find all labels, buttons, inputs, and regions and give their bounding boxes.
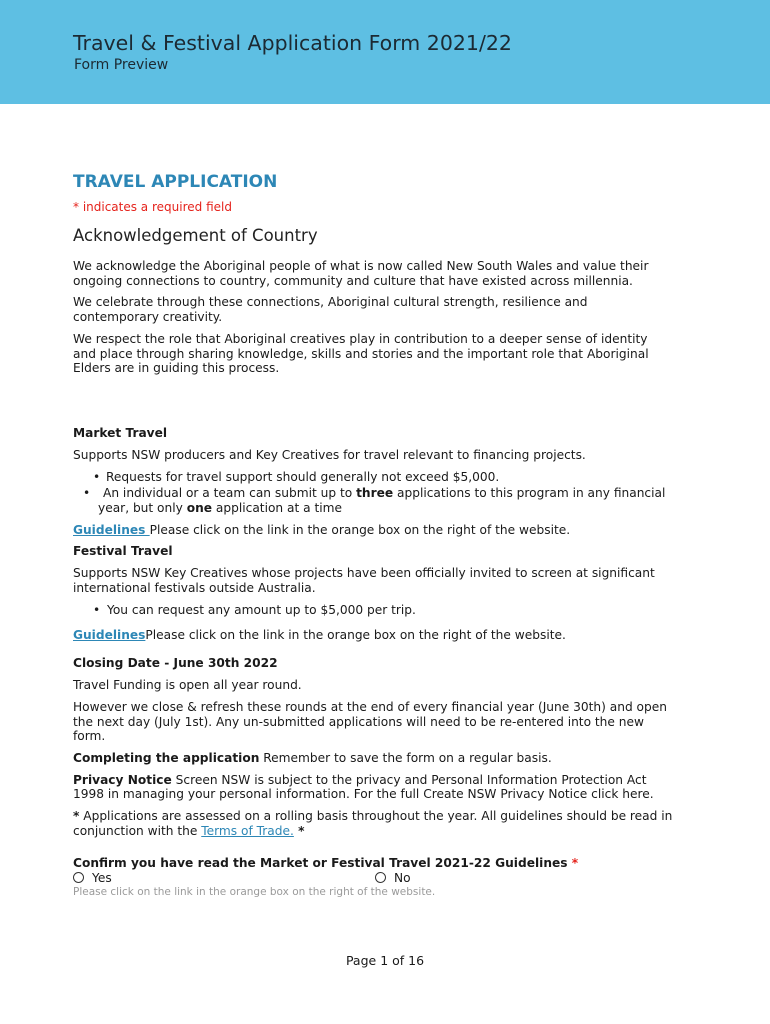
form-content — [73, 170, 673, 899]
bullet-icon: • — [93, 602, 101, 617]
ack-paragraph-1: We acknowledge the Aboriginal people of what is now called New South Wales and value their ongoing connections to country, community and culture that have existed across millennia. — [73, 259, 649, 288]
section-title: TRAVEL APPLICATION — [73, 172, 278, 192]
privacy-notice: Privacy Notice Screen NSW is subject to the privacy and Personal Information Protection Act 1998 in managing your personal information. For the full Create NSW Privacy Notice click here. — [73, 772, 654, 802]
festival-guidelines-link[interactable]: Guidelines — [73, 627, 146, 642]
radio-yes[interactable]: Yes — [73, 871, 112, 886]
closing-paragraph-2: However we close & refresh these rounds at the end of every financial year (June 30th) and open the next day (July 1st). Any un-submitted applications will need to be re-entered into the new form. — [73, 699, 667, 744]
terms-of-trade-link[interactable]: Terms of Trade. — [201, 823, 294, 838]
confirm-guidelines-label: Confirm you have read the Market or Festival Travel 2021-22 Guidelines * — [73, 855, 579, 870]
completing-application-note: Completing the application Remember to save the form on a regular basis. — [73, 751, 552, 766]
assessment-note: * Applications are assessed on a rolling basis throughout the year. All guidelines should be read in conjunction with the Terms of Trade. * — [73, 809, 673, 838]
festival-travel-heading: Festival Travel — [73, 544, 173, 559]
ack-paragraph-3: We respect the role that Aboriginal creatives play in contribution to a deeper sense of identity and place through sharing knowledge, skills and stories and the important role that Aboriginal Elders are in guiding this process. — [73, 331, 649, 376]
market-guidelines-link[interactable]: Guidelines — [73, 522, 150, 537]
radio-circle-icon — [73, 872, 84, 883]
acknowledgement-heading: Acknowledgement of Country — [73, 226, 318, 245]
form-header — [0, 0, 770, 104]
bullet-icon: • — [83, 486, 91, 501]
festival-guidelines-line: GuidelinesPlease click on the link in the orange box on the right of the website. — [73, 627, 566, 642]
list-item: • Requests for travel support should generally not exceed $5,000. — [93, 469, 500, 484]
form-subtitle: Form Preview — [74, 57, 169, 73]
list-item: • An individual or a team can submit up to three applications to this program in any financial year, but only one application at a time — [83, 486, 666, 516]
acknowledgement-text — [73, 259, 673, 376]
market-travel-description: Supports NSW producers and Key Creatives for travel relevant to financing projects. — [73, 447, 586, 462]
radio-no[interactable]: No — [375, 871, 411, 886]
bullet-icon: • — [93, 469, 101, 484]
radio-circle-icon — [375, 872, 386, 883]
market-guidelines-line: Guidelines Please click on the link in the orange box on the right of the website. — [73, 522, 571, 537]
festival-travel-list — [73, 603, 673, 618]
list-item: • You can request any amount up to $5,000 per trip. — [93, 602, 416, 617]
ack-paragraph-2: We celebrate through these connections, Aboriginal cultural strength, resilience and contemporary creativity. — [73, 295, 588, 325]
festival-travel-description: Supports NSW Key Creatives whose projects have been officially invited to screen at significant international festivals outside Australia. — [73, 566, 655, 596]
confirm-radio-group — [73, 871, 673, 886]
market-travel-list — [73, 470, 673, 516]
page-number: Page 1 of 16 — [345, 953, 425, 968]
confirm-hint: Please click on the link in the orange box on the right of the website. — [73, 885, 436, 898]
closing-paragraph-1: Travel Funding is open all year round. — [73, 678, 302, 693]
market-travel-heading: Market Travel — [73, 425, 168, 440]
form-title: Travel & Festival Application Form 2021/22 — [73, 31, 512, 55]
required-field-note: * indicates a required field — [73, 200, 232, 214]
closing-date-heading: Closing Date - June 30th 2022 — [73, 656, 278, 671]
required-star: * — [571, 855, 579, 870]
